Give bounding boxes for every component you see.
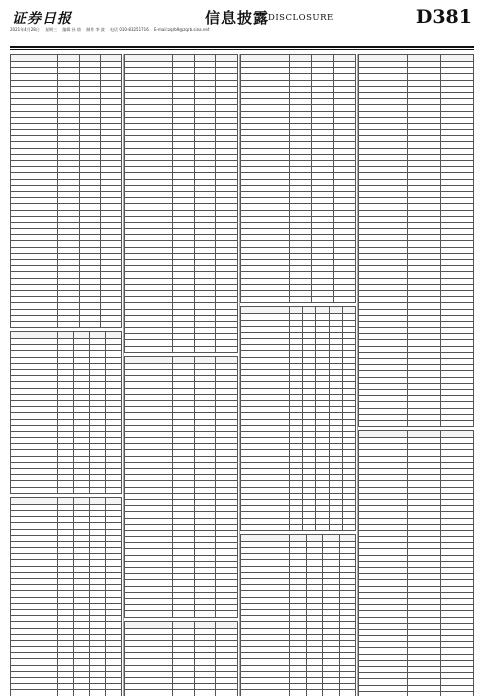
column-divider <box>123 54 124 696</box>
table-cell <box>125 55 173 62</box>
disclosure-table-block <box>240 534 356 696</box>
table-row <box>241 307 356 314</box>
table-row <box>359 431 474 438</box>
table-row <box>125 611 238 617</box>
disclosure-table-block <box>10 497 122 696</box>
table-row <box>125 621 238 628</box>
issue-weekday: 星期三 <box>45 27 58 32</box>
table-cell <box>241 307 290 314</box>
table-cell <box>408 691 441 696</box>
table-cell <box>306 534 323 541</box>
table-cell <box>106 497 122 504</box>
table-cell <box>125 346 173 352</box>
table-cell <box>342 307 355 314</box>
table-cell <box>323 534 340 541</box>
disclosure-table-block <box>358 430 474 696</box>
table-cell <box>125 356 173 363</box>
table-cell <box>58 332 74 339</box>
disclosure-table <box>10 54 122 328</box>
issue-email: E-mail:zqrb9@zqrb.sina.net <box>154 27 210 32</box>
table-cell <box>241 524 290 530</box>
table-cell <box>74 487 90 493</box>
table-cell <box>173 356 195 363</box>
table-cell <box>125 621 173 628</box>
table-row <box>359 691 474 696</box>
table-cell <box>74 332 90 339</box>
column-divider <box>239 54 240 696</box>
table-row <box>125 346 238 352</box>
table-cell <box>194 621 216 628</box>
header-rule <box>10 46 474 48</box>
column-3 <box>240 54 356 696</box>
table-cell <box>90 332 106 339</box>
disclosure-table <box>124 54 238 353</box>
table-cell <box>173 621 195 628</box>
table-cell <box>241 297 290 303</box>
table-cell <box>329 524 342 530</box>
table-row <box>11 55 122 62</box>
disclosure-table <box>10 497 122 696</box>
table-cell <box>408 55 441 62</box>
table-row <box>11 497 122 504</box>
table-row <box>241 55 356 62</box>
table-cell <box>106 487 122 493</box>
disclosure-table <box>240 306 356 531</box>
table-cell <box>290 297 312 303</box>
table-cell <box>359 55 408 62</box>
table-cell <box>290 307 303 314</box>
table-cell <box>290 534 307 541</box>
table-cell <box>359 691 408 696</box>
table-cell <box>241 534 290 541</box>
table-row <box>241 297 356 303</box>
table-cell <box>79 55 100 62</box>
disclosure-table-block <box>240 54 356 303</box>
table-cell <box>173 55 195 62</box>
table-cell <box>408 431 441 438</box>
issue-date: 2021年4月28日 <box>10 27 40 32</box>
column-divider <box>357 54 358 696</box>
table-cell <box>339 534 356 541</box>
disclosure-table <box>10 331 122 494</box>
table-cell <box>441 431 474 438</box>
table-cell <box>11 55 58 62</box>
table-cell <box>216 356 238 363</box>
table-cell <box>441 55 474 62</box>
issue-producer: 制作 李 波 <box>86 27 105 32</box>
table-cell <box>58 497 74 504</box>
table-cell <box>90 497 106 504</box>
section-title: 信息披露 <box>205 9 270 27</box>
table-cell <box>194 55 216 62</box>
table-cell <box>312 55 334 62</box>
disclosure-table-block <box>124 54 238 353</box>
disclosure-table <box>240 534 356 696</box>
table-cell <box>359 431 408 438</box>
issue-phone: 电话 010-83251716 <box>110 27 149 32</box>
table-cell <box>316 307 329 314</box>
table-cell <box>334 297 356 303</box>
section-title-en: DISCLOSURE <box>268 13 334 23</box>
table-cell <box>125 611 173 617</box>
table-cell <box>408 420 441 426</box>
table-cell <box>312 297 334 303</box>
table-cell <box>194 346 216 352</box>
table-cell <box>173 346 195 352</box>
table-cell <box>216 346 238 352</box>
table-cell <box>316 524 329 530</box>
table-cell <box>359 420 408 426</box>
table-cell <box>329 307 342 314</box>
table-cell <box>216 621 238 628</box>
column-4 <box>358 54 474 696</box>
table-cell <box>194 611 216 617</box>
table-row <box>359 55 474 62</box>
page-number: D381 <box>415 6 472 28</box>
disclosure-table-block <box>358 54 474 427</box>
issue-meta <box>10 27 213 33</box>
page-header <box>10 6 474 44</box>
table-cell <box>441 691 474 696</box>
table-row <box>125 55 238 62</box>
table-cell <box>11 487 58 493</box>
table-cell <box>100 55 121 62</box>
table-cell <box>194 356 216 363</box>
column-1 <box>10 54 122 696</box>
newspaper-logo: 证券日报 <box>12 11 72 27</box>
disclosure-table-block <box>10 331 122 494</box>
table-row <box>11 487 122 493</box>
table-cell <box>100 321 121 327</box>
header-rule-thin <box>10 49 474 50</box>
table-cell <box>303 524 316 530</box>
disclosure-table <box>240 54 356 303</box>
table-row <box>11 321 122 327</box>
table-row <box>359 420 474 426</box>
disclosure-table <box>358 54 474 427</box>
table-cell <box>290 524 303 530</box>
table-cell <box>74 497 90 504</box>
disclosure-table-block <box>10 54 122 328</box>
table-row <box>11 332 122 339</box>
table-row <box>125 356 238 363</box>
table-cell <box>290 55 312 62</box>
disclosure-table <box>124 356 238 618</box>
table-cell <box>58 55 79 62</box>
table-cell <box>173 611 195 617</box>
table-cell <box>58 321 79 327</box>
table-cell <box>441 420 474 426</box>
table-cell <box>11 497 58 504</box>
table-row <box>241 534 356 541</box>
disclosure-table-block <box>240 306 356 531</box>
table-cell <box>106 332 122 339</box>
issue-editor: 编辑 孙 倩 <box>62 27 81 32</box>
disclosure-table-block <box>124 356 238 618</box>
disclosure-table <box>124 621 238 697</box>
table-cell <box>334 55 356 62</box>
disclosure-table-block <box>124 621 238 697</box>
table-cell <box>216 55 238 62</box>
table-cell <box>58 487 74 493</box>
table-cell <box>79 321 100 327</box>
table-cell <box>90 487 106 493</box>
table-cell <box>11 321 58 327</box>
disclosure-table <box>358 430 474 696</box>
table-cell <box>216 611 238 617</box>
table-cell <box>303 307 316 314</box>
table-row <box>241 524 356 530</box>
table-cell <box>11 332 58 339</box>
table-cell <box>342 524 355 530</box>
column-2 <box>124 54 238 696</box>
table-cell <box>241 55 290 62</box>
